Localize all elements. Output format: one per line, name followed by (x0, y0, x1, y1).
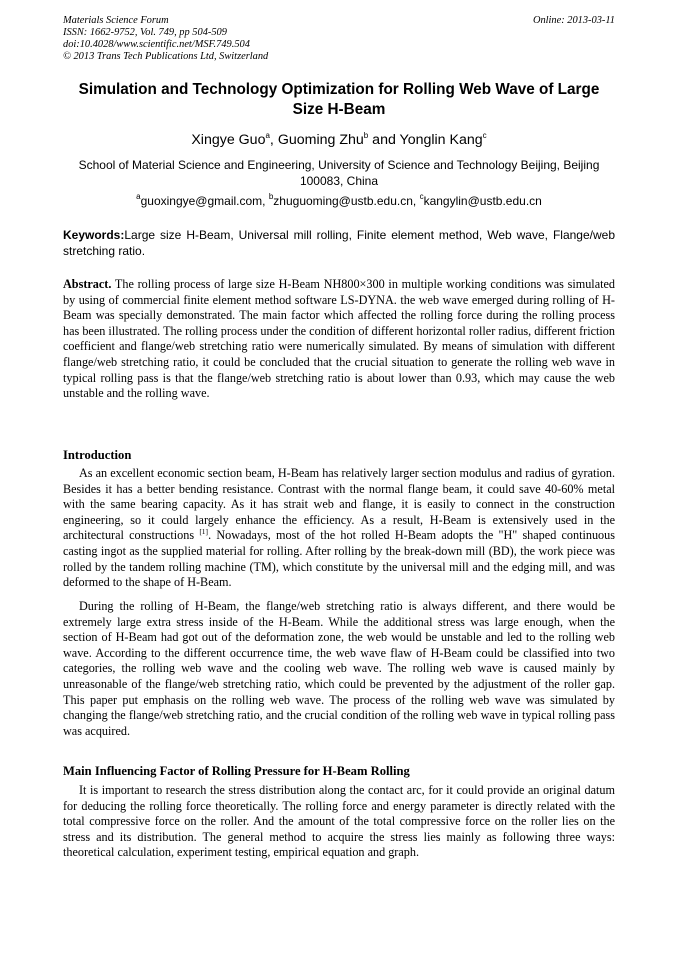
section-heading: Main Influencing Factor of Rolling Pressure for H-Beam Rolling (63, 764, 410, 778)
section-paragraph-1: It is important to research the stress distribution along the contact arc, for it could provide an original datum for deducing the rolling force theoretically. The rolling force and energy parameter is directly related with the total compressive force on the roller. And the amount of the total compressive force on the roller lies on the stress and its distribution. The general method to acquire the stress lies mainly as following three ways: theoretical calculation, experiment testing, empirical equation and graph. (63, 783, 615, 860)
journal-header (63, 15, 615, 63)
email-mark: b (268, 192, 274, 201)
abstract (63, 277, 615, 402)
author-list (63, 131, 615, 149)
author-separator: , (269, 132, 278, 148)
abstract-text: The rolling process of large size H-Beam NH800×300 in multiple working conditions was simulated by using of commercial finite element method software LS-DYNA. the web wave emerged during rolling of H-Beam was specially demonstrated. The main factor which affected the rolling force during the rolling process has been illustrated. The rolling process under the condition of different horizontal roller radius, different friction coefficient and flange/web stretching ratio were numerically simulated. By means of simulation with different flange/web stretching ratio, it could be concluded that the crucial situation to generate the rolling web wave in typical rolling pass is that the flange/web stretching ratio is about lower than 0.93, which may cause the web unstable and the rolling wave. (63, 277, 615, 401)
author-name: Yonglin Kang (399, 132, 483, 148)
affiliation: School of Material Science and Engineering, University of Science and Technology Beijing, Beijing 100083, China (78, 158, 600, 188)
paper-title: Simulation and Technology Optimization for Rolling Web Wave of Large Size H-Beam (78, 81, 600, 118)
online-date: Online: 2013-03-11 (532, 15, 615, 26)
keywords-block (63, 228, 615, 259)
keywords-label: Keywords: (63, 228, 125, 242)
journal-name: Materials Science Forum (63, 15, 169, 26)
copyright-line: © 2013 Trans Tech Publications Ltd, Switzerland (63, 51, 269, 62)
doi-line: doi:10.4028/www.scientific.net/MSF.749.504 (63, 39, 250, 50)
author-mark: b (363, 131, 369, 140)
email-address[interactable]: guoxingye@gmail.com (140, 194, 263, 208)
introduction-heading: Introduction (63, 448, 132, 462)
author-name: Guoming Zhu (277, 132, 364, 148)
email-address[interactable]: kangylin@ustb.edu.cn (423, 194, 542, 208)
intro-p1-text: As an excellent economic section beam, H-Beam has relatively larger section modulus and radius of gyration. Besides it has a better bending resistance. Contrast with the normal flange beam, it could save 40-60% metal with the same bearing capacity. As it has strait web and flange, it is easily to connect in the construction engineering, so it could largely enhance the efficiency. As a result, H-Beam is extensively used in the architectural constructions (63, 466, 615, 543)
email-separator: , (412, 194, 420, 208)
author-mark: a (265, 131, 270, 140)
issn-line: ISSN: 1662-9752, Vol. 749, pp 504-509 (63, 27, 227, 38)
email-address[interactable]: zhuguoming@ustb.edu.cn (273, 194, 413, 208)
intro-p1-text-cont: . Nowadays, most of the hot rolled H-Beam adopts the "H" shaped continuous casting ingot as the supplied material for rolling. After rolling by the break-down mill (BD), the work piece was rolled by the tandem rolling machine (TM), which constitute by the universal mill and the edging mill, and was deformed to the shape of H-Beam. (63, 528, 615, 590)
email-mark: c (419, 192, 424, 201)
introduction-paragraph-2: During the rolling of H-Beam, the flange/web stretching ratio is always different, and there would be extremely large extra stress inside of the H-Beam. While the additional stress was large enough, when the section of H-Beam had got out of the deformation zone, the web would be unstable and led to the rolling web wave. According to the different occurrence time, the web wave flaw of H-Beam could be classified into two categories, the rolling web wave and the cooling web wave. The rolling web wave is caused mainly by unreasonable of the flange/web stretching ratio, which could be prevented by the adjustment of the roller gap. This paper put emphasis on the rolling web wave. The process of the rolling web wave was simulated by changing the flange/web stretching ratio, and the crucial condition of the rolling web wave in typical rolling pass was acquired. (63, 599, 615, 738)
citation-ref[interactable]: [1] (199, 527, 209, 537)
email-mark: a (136, 192, 141, 201)
keywords-text: Large size H-Beam, Universal mill rolling, Finite element method, Web wave, Flange/web stretching ratio. (63, 228, 615, 258)
email-list (63, 193, 615, 209)
author-mark: c (482, 131, 487, 140)
email-separator: , (262, 194, 269, 208)
abstract-label: Abstract. (63, 277, 112, 291)
author-name: Xingye Guo (191, 132, 266, 148)
introduction-paragraph-1 (63, 466, 615, 591)
author-separator: and (368, 132, 400, 148)
